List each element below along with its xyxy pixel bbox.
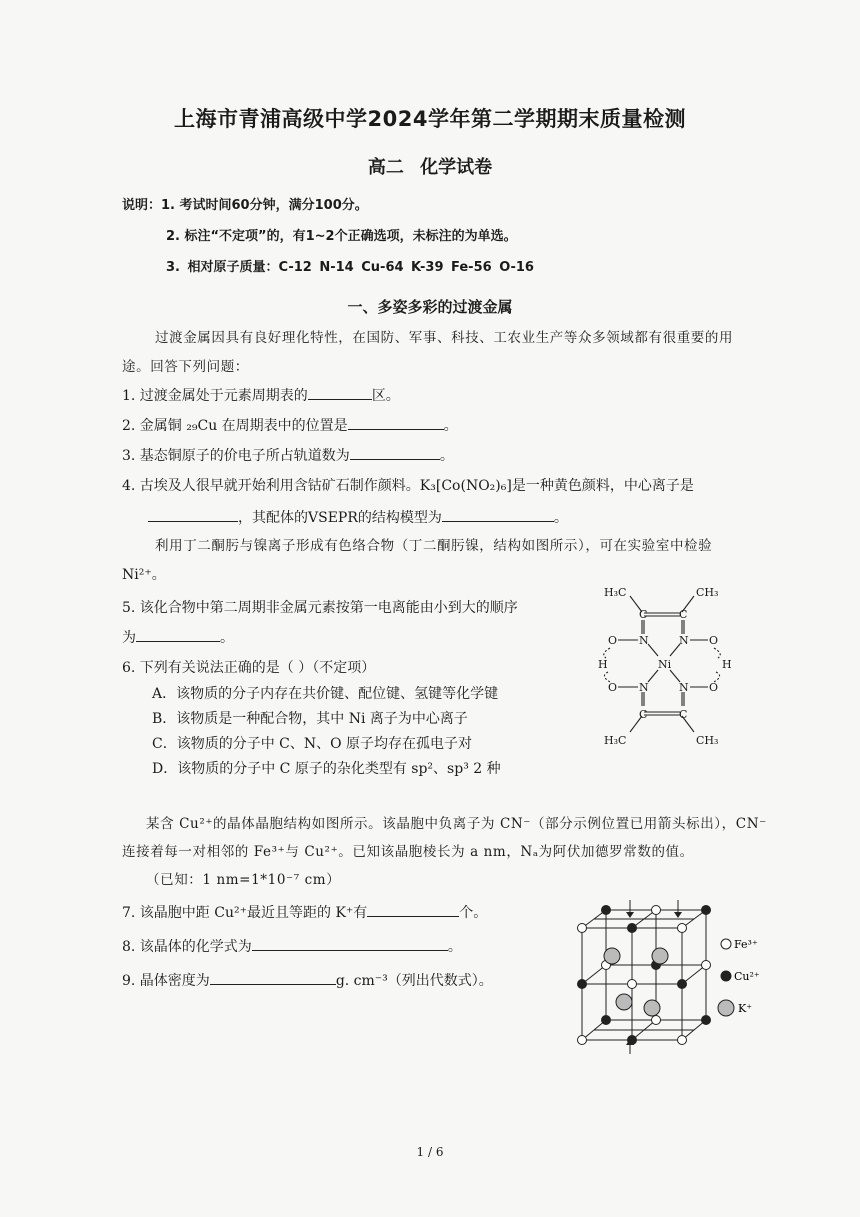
crystal-intro-line-1: 某含 Cu²⁺的晶体晶胞结构如图所示。该晶胞中负离子为 CN⁻（部分示例位置已用箭头标出），CN⁻: [146, 816, 767, 832]
svg-text:O: O: [608, 634, 618, 647]
svg-text:C: C: [639, 608, 648, 621]
section-heading: 一、多姿多彩的过渡金属: [347, 298, 513, 316]
svg-text:C: C: [679, 608, 688, 621]
svg-text:N: N: [679, 634, 689, 647]
crystal-intro-line-3: （已知：1 nm=1*10⁻⁷ cm）: [146, 872, 341, 888]
svg-text:C: C: [639, 708, 648, 721]
note-1: 说明：1. 考试时间60分钟，满分100分。: [122, 198, 368, 213]
legend-k: K⁺: [738, 1002, 753, 1015]
question-8: 8. 该晶体的化学式为 。: [122, 936, 462, 956]
svg-text:C: C: [679, 708, 688, 721]
hydrogen-label: H: [598, 658, 608, 671]
svg-text:O: O: [709, 681, 719, 694]
svg-text:N: N: [679, 681, 689, 694]
crystal-legend: [718, 938, 760, 1016]
answer-blank[interactable]: [348, 415, 444, 430]
question-5-line-2: 为 。: [122, 627, 234, 647]
answer-blank[interactable]: [367, 902, 459, 917]
methyl-label: CH₃: [696, 734, 719, 747]
svg-text:O: O: [608, 681, 618, 694]
nickel-intro-line-1: 利用丁二酮肟与镍离子形成有色络合物（丁二酮肟镍，结构如图所示），可在实验室中检验: [155, 538, 713, 554]
option-b[interactable]: B．该物质是一种配合物，其中 Ni 离子为中心离子: [152, 711, 468, 727]
methyl-label: H₃C: [604, 586, 627, 599]
option-d[interactable]: D．该物质的分子中 C 原子的杂化类型有 sp²、sp³ 2 种: [152, 761, 501, 777]
exam-subtitle: 高二 化学试卷: [367, 157, 493, 178]
option-a[interactable]: A．该物质的分子内存在共价键、配位键、氢键等化学键: [152, 686, 499, 702]
answer-blank[interactable]: [148, 507, 238, 522]
page-number: 1 / 6: [416, 1145, 444, 1159]
legend-fe: Fe³⁺: [734, 938, 758, 951]
svg-text:O: O: [709, 634, 719, 647]
exam-title: 上海市青浦高级中学2024学年第二学期期末质量检测: [174, 107, 686, 131]
question-9: 9. 晶体密度为 g. cm⁻³（列出代数式）。: [122, 970, 493, 990]
option-c[interactable]: C．该物质的分子中 C、N、O 原子均存在孤电子对: [152, 736, 473, 752]
question-7: 7. 该晶胞中距 Cu²⁺最近且等距的 K⁺有 个。: [122, 902, 487, 922]
question-6: 6. 下列有关说法正确的是（ ）（不定项）: [122, 660, 376, 676]
legend-cu: Cu²⁺: [734, 970, 760, 983]
intro-line-1: 过渡金属因具有良好理化特性，在国防、军事、科技、工农业生产等众多领域都有很重要的用: [155, 330, 734, 346]
intro-line-2: 途。回答下列问题：: [122, 359, 249, 375]
question-2: 2. 金属铜 ₂₉Cu 在周期表中的位置是 。: [122, 415, 458, 435]
question-4-line-1: 4. 古埃及人很早就开始利用含钴矿石制作颜料。K₃[Co(NO₂)₆]是一种黄色颜料，中心离子是: [122, 478, 694, 494]
methyl-label: H₃C: [604, 734, 627, 747]
answer-blank[interactable]: [210, 970, 336, 985]
question-4-line-2: ，其配体的VSEPR的结构模型为 。: [148, 507, 568, 527]
question-1: 1. 过渡金属处于元素周期表的 区。: [122, 385, 400, 405]
note-2: 2. 标注“不定项”的，有1~2个正确选项，未标注的为单选。: [166, 229, 517, 244]
question-5-line-1: 5. 该化合物中第二周期非金属元素按第一电离能由小到大的顺序: [122, 600, 518, 616]
answer-blank[interactable]: [442, 507, 554, 522]
answer-blank[interactable]: [252, 936, 448, 951]
svg-text:N: N: [639, 681, 649, 694]
nickel-dimethylglyoxime-structure: [596, 582, 756, 752]
answer-blank[interactable]: [350, 445, 440, 460]
nickel-intro-line-2: Ni²⁺。: [122, 567, 166, 583]
answer-blank[interactable]: [136, 627, 220, 642]
hydrogen-label: H: [722, 658, 732, 671]
svg-text:N: N: [639, 634, 649, 647]
crystal-intro-line-2: 连接着每一对相邻的 Fe³⁺与 Cu²⁺。已知该晶胞棱长为 a nm，Nₐ为阿伏加德罗常数的值。: [122, 844, 694, 860]
nickel-label: Ni: [658, 658, 672, 671]
crystal-cell-figure: [574, 898, 774, 1058]
methyl-label: CH₃: [696, 586, 719, 599]
question-3: 3. 基态铜原子的价电子所占轨道数为 。: [122, 445, 454, 465]
note-3: 3. 相对原子质量：C-12 N-14 Cu-64 K-39 Fe-56 O-16: [166, 260, 534, 275]
answer-blank[interactable]: [308, 385, 372, 400]
